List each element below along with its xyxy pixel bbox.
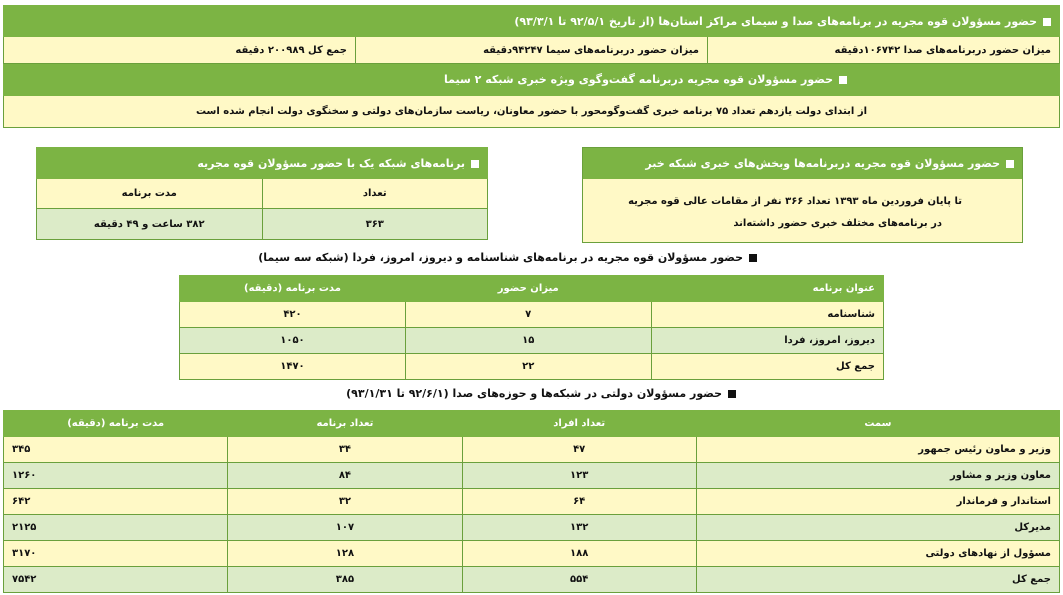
channel-one-duration: ۳۸۲ ساعت و ۴۹ دقیقه <box>37 209 263 240</box>
radio-cell: ۱۰۷ <box>228 515 462 541</box>
ch3-cell: ۱۵ <box>405 328 651 354</box>
radio-cell: ۱۲۳ <box>462 463 696 489</box>
channel-three-table <box>179 275 884 380</box>
radio-minutes-cell: میزان حضور دربرنامه‌های صدا ۱۰۶۷۴۲دقیقه <box>708 37 1060 64</box>
ch3-cell: ۲۲ <box>405 354 651 380</box>
channel-one-title-text: برنامه‌های شبکه یک با حضور مسؤولان قوه مجریه <box>197 156 465 170</box>
radio-cell: مدیرکل <box>696 515 1059 541</box>
table-row <box>4 437 1060 463</box>
radio-header: سمت <box>696 411 1059 437</box>
total-minutes-cell: جمع کل ۲۰۰۹۸۹ دقیقه <box>4 37 356 64</box>
radio-cell: معاون وزیر و مشاور <box>696 463 1059 489</box>
radio-cell: ۷۵۴۲ <box>4 567 228 593</box>
radio-cell: ۶۴ <box>462 489 696 515</box>
ch3-header: میزان حضور <box>405 276 651 302</box>
table-row <box>4 489 1060 515</box>
ch3-header: مدت برنامه (دقیقه) <box>180 276 406 302</box>
news-network-title <box>583 148 1022 179</box>
radio-cell: ۱۲۸ <box>228 541 462 567</box>
radio-cell: ۳۴۵ <box>4 437 228 463</box>
ch3-cell: ۱۴۷۰ <box>180 354 406 380</box>
news-network-line-2: در برنامه‌های مختلف خبری حضور داشته‌اند <box>733 218 942 229</box>
ch3-cell: ۱۰۵۰ <box>180 328 406 354</box>
radio-cell: مسؤول از نهادهای دولتی <box>696 541 1059 567</box>
radio-cell: وزیر و معاون رئیس جمهور <box>696 437 1059 463</box>
talk-show-note: از ابتدای دولت یازدهم تعداد ۷۵ برنامه خبری گفت‌وگومحور با حضور معاونان، ریاست سازمان‌های دولتی و سخنگوی دولت انجام شده است <box>4 96 1060 128</box>
radio-header: مدت برنامه (دقیقه) <box>4 411 228 437</box>
table-row <box>4 463 1060 489</box>
ch3-cell: شناسنامه <box>651 302 883 328</box>
ch3-header: عنوان برنامه <box>651 276 883 302</box>
top-title-1-text: حضور مسؤولان قوه مجریه در برنامه‌های صدا و سیمای مراکز استان‌ها (از تاریخ ۹۲/۵/۱ تا ۹۳/۳/۱) <box>514 14 1037 28</box>
radio-cell: ۴۷ <box>462 437 696 463</box>
news-network-line-1: تا پایان فروردین ماه ۱۳۹۳ تعداد ۳۶۶ نفر از مقامات عالی قوه مجریه <box>628 196 962 207</box>
top-summary-table <box>3 5 1060 128</box>
radio-header: تعداد افراد <box>462 411 696 437</box>
channel-one-col-duration: مدت برنامه <box>37 179 263 209</box>
square-bullet-icon <box>749 254 757 262</box>
top-title-1 <box>4 6 1060 37</box>
radio-cell: جمع کل <box>696 567 1059 593</box>
radio-cell: ۳۲ <box>228 489 462 515</box>
radio-cell: ۱۲۶۰ <box>4 463 228 489</box>
radio-section-title <box>346 387 736 400</box>
tv-minutes-cell: میزان حضور دربرنامه‌های سیما ۹۴۲۴۷دقیقه <box>356 37 708 64</box>
table-row <box>180 328 884 354</box>
table-row <box>4 541 1060 567</box>
radio-cell: ۵۵۴ <box>462 567 696 593</box>
channel-one-col-count: تعداد <box>262 179 488 209</box>
ch3-cell: ۷ <box>405 302 651 328</box>
square-bullet-icon <box>471 160 479 168</box>
table-row <box>4 515 1060 541</box>
square-bullet-icon <box>728 390 736 398</box>
square-bullet-icon <box>839 76 847 84</box>
table-row <box>4 567 1060 593</box>
radio-cell: ۳۴ <box>228 437 462 463</box>
ch3-cell: جمع کل <box>651 354 883 380</box>
radio-header: تعداد برنامه <box>228 411 462 437</box>
ch3-cell: ۴۲۰ <box>180 302 406 328</box>
news-network-box <box>582 147 1023 243</box>
top-title-2-text: حضور مسؤولان قوه مجریه دربرنامه گفت‌وگوی ویژه خبری شبکه ۲ سیما <box>443 73 833 86</box>
channel-one-count: ۳۶۳ <box>262 209 488 240</box>
ch3-cell: دیروز، امروز، فردا <box>651 328 883 354</box>
radio-cell: ۳۸۵ <box>228 567 462 593</box>
radio-cell: ۳۱۷۰ <box>4 541 228 567</box>
radio-section-title-text: حضور مسؤولان دولتی در شبکه‌ها و حوزه‌های صدا (۹۲/۶/۱ تا ۹۳/۱/۳۱) <box>346 387 722 400</box>
radio-cell: ۸۴ <box>228 463 462 489</box>
radio-cell: ۶۴۲ <box>4 489 228 515</box>
radio-officials-table <box>3 410 1060 593</box>
channel-one-title <box>37 148 488 179</box>
radio-cell: استاندار و فرماندار <box>696 489 1059 515</box>
top-title-2 <box>4 64 1060 96</box>
news-network-title-text: حضور مسؤولان قوه مجریه دربرنامه‌ها وبخش‌های خبری شبکه خبر <box>645 157 1000 170</box>
square-bullet-icon <box>1006 160 1014 168</box>
table-row <box>180 302 884 328</box>
news-network-body <box>583 179 1022 242</box>
channel-one-table <box>36 147 488 240</box>
radio-cell: ۱۸۸ <box>462 541 696 567</box>
channel-three-title-text: حضور مسؤولان قوه مجریه در برنامه‌های شناسنامه و دیروز، امروز، فردا (شبکه سه سیما) <box>258 251 743 264</box>
channel-three-title <box>258 251 757 264</box>
radio-cell: ۲۱۲۵ <box>4 515 228 541</box>
table-row <box>180 354 884 380</box>
square-bullet-icon <box>1043 18 1051 26</box>
radio-cell: ۱۳۲ <box>462 515 696 541</box>
